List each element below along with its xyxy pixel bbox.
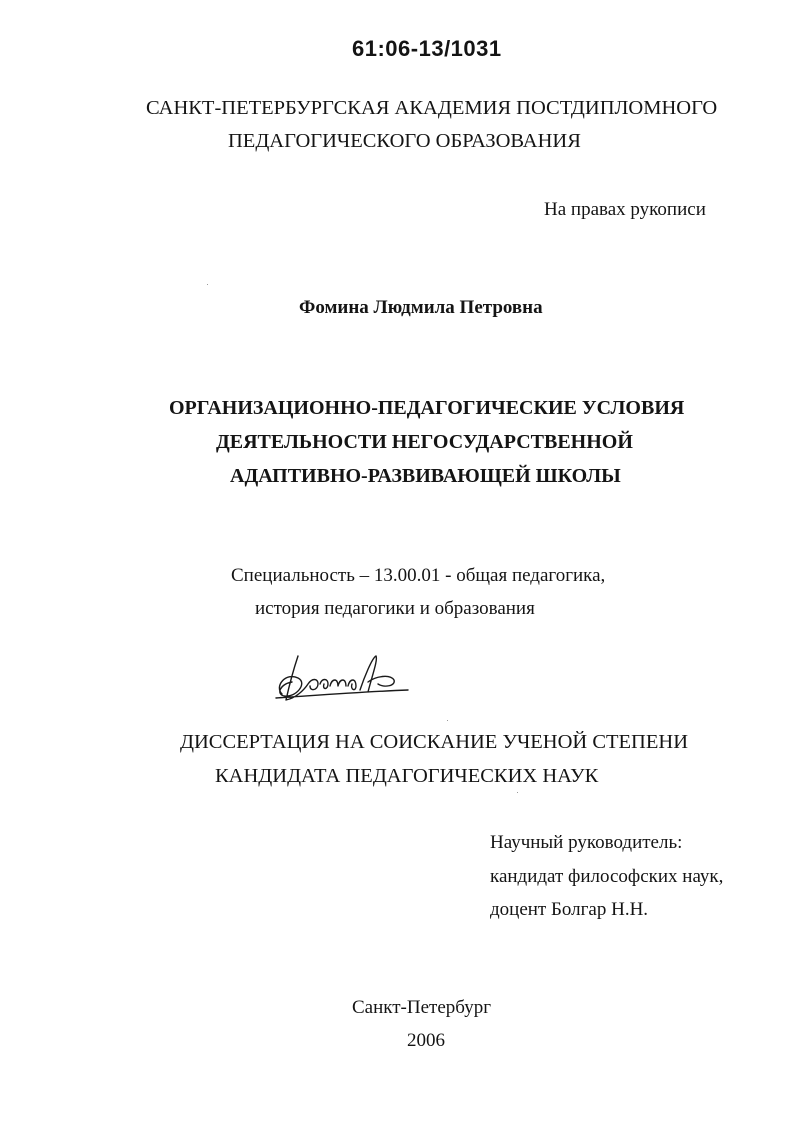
- dissertation-line-2: КАНДИДАТА ПЕДАГОГИЧЕСКИХ НАУК: [215, 765, 599, 787]
- dissertation-line-1: ДИССЕРТАЦИЯ НА СОИСКАНИЕ УЧЕНОЙ СТЕПЕНИ: [180, 731, 688, 753]
- title-line-3: АДАПТИВНО-РАЗВИВАЮЩЕЙ ШКОЛЫ: [230, 465, 621, 487]
- author-name: Фомина Людмила Петровна: [299, 297, 543, 318]
- institution-line-2: ПЕДАГОГИЧЕСКОГО ОБРАЗОВАНИЯ: [228, 130, 581, 152]
- rights-note: На правах рукописи: [544, 199, 706, 220]
- city: Санкт-Петербург: [352, 997, 492, 1018]
- catalog-code: 61:06-13/1031: [352, 36, 502, 61]
- supervisor-line-2: кандидат философских наук,: [490, 866, 724, 887]
- scan-speck: [447, 720, 448, 721]
- scan-speck: [207, 284, 208, 285]
- specialty-line-2: история педагогики и образования: [255, 598, 535, 619]
- scan-speck: [517, 792, 518, 793]
- specialty-line-1: Специальность – 13.00.01 - общая педагогика,: [231, 565, 606, 586]
- year: 2006: [407, 1030, 445, 1051]
- supervisor-line-3: доцент Болгар Н.Н.: [490, 899, 649, 920]
- supervisor-line-1: Научный руководитель:: [490, 832, 683, 853]
- title-line-2: ДЕЯТЕЛЬНОСТИ НЕГОСУДАРСТВЕННОЙ: [216, 431, 633, 453]
- institution-line-1: САНКТ-ПЕТЕРБУРГСКАЯ АКАДЕМИЯ ПОСТДИПЛОМНОГО: [146, 97, 718, 119]
- title-line-1: ОРГАНИЗАЦИОННО-ПЕДАГОГИЧЕСКИЕ УСЛОВИЯ: [169, 397, 685, 419]
- handwritten-signature: [268, 648, 418, 708]
